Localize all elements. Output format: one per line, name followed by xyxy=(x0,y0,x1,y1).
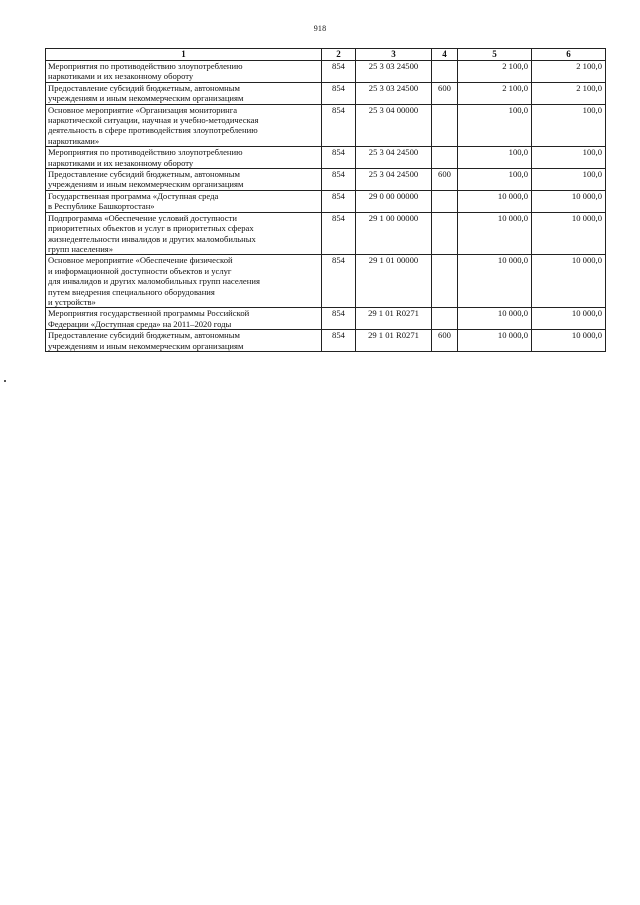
row-amount-2: 10 000,0 xyxy=(532,308,606,330)
table-body xyxy=(46,61,606,352)
row-name: Подпрограмма «Обеспечение условий доступности приоритетных объектов и услуг в приоритетных сферах жизнедеятельности инвалидов и других маломобильных групп населения» xyxy=(46,212,322,255)
table-row xyxy=(46,147,606,169)
row-target-code: 25 3 04 24500 xyxy=(356,169,432,191)
row-name: Предоставление субсидий бюджетным, автономным учреждениям и иным некоммерческим организациям xyxy=(46,330,322,352)
column-header-1: 1 xyxy=(46,49,322,61)
row-ministry-code: 854 xyxy=(322,169,356,191)
row-expense-type xyxy=(432,255,458,308)
table-row xyxy=(46,255,606,308)
row-amount-1: 100,0 xyxy=(458,147,532,169)
row-amount-1: 100,0 xyxy=(458,104,532,147)
row-amount-2: 10 000,0 xyxy=(532,330,606,352)
row-amount-1: 10 000,0 xyxy=(458,190,532,212)
row-expense-type xyxy=(432,104,458,147)
row-amount-2: 100,0 xyxy=(532,169,606,191)
table-row xyxy=(46,212,606,255)
row-expense-type: 600 xyxy=(432,330,458,352)
column-header-6: 6 xyxy=(532,49,606,61)
row-amount-2: 2 100,0 xyxy=(532,61,606,83)
row-name: Мероприятия по противодействию злоупотреблению наркотиками и их незаконному обороту xyxy=(46,147,322,169)
row-amount-2: 10 000,0 xyxy=(532,212,606,255)
row-target-code: 29 1 00 00000 xyxy=(356,212,432,255)
row-ministry-code: 854 xyxy=(322,308,356,330)
row-ministry-code: 854 xyxy=(322,104,356,147)
row-name: Мероприятия по противодействию злоупотреблению наркотиками и их незаконному обороту xyxy=(46,61,322,83)
row-amount-1: 10 000,0 xyxy=(458,308,532,330)
table-header xyxy=(46,49,606,61)
row-ministry-code: 854 xyxy=(322,330,356,352)
row-expense-type: 600 xyxy=(432,82,458,104)
row-target-code: 29 1 01 R0271 xyxy=(356,330,432,352)
row-target-code: 25 3 04 24500 xyxy=(356,147,432,169)
budget-table xyxy=(45,48,606,352)
row-ministry-code: 854 xyxy=(322,255,356,308)
row-name: Государственная программа «Доступная среда в Республике Башкортостан» xyxy=(46,190,322,212)
row-amount-2: 100,0 xyxy=(532,104,606,147)
row-target-code: 25 3 04 00000 xyxy=(356,104,432,147)
table-row xyxy=(46,82,606,104)
column-header-3: 3 xyxy=(356,49,432,61)
table-row xyxy=(46,169,606,191)
row-amount-1: 2 100,0 xyxy=(458,61,532,83)
row-target-code: 29 0 00 00000 xyxy=(356,190,432,212)
column-header-4: 4 xyxy=(432,49,458,61)
row-name: Основное мероприятие «Обеспечение физической и информационной доступности объектов и услуг для инвалидов и других маломобильных групп населения путем внедрения специального оборудования и устройств» xyxy=(46,255,322,308)
row-target-code: 29 1 01 00000 xyxy=(356,255,432,308)
table-row xyxy=(46,104,606,147)
table-row xyxy=(46,61,606,83)
row-ministry-code: 854 xyxy=(322,190,356,212)
page-number: 918 xyxy=(313,24,327,33)
header-row xyxy=(46,49,606,61)
row-amount-1: 10 000,0 xyxy=(458,330,532,352)
row-expense-type xyxy=(432,147,458,169)
row-target-code: 29 1 01 R0271 xyxy=(356,308,432,330)
row-ministry-code: 854 xyxy=(322,147,356,169)
table-row xyxy=(46,190,606,212)
row-ministry-code: 854 xyxy=(322,212,356,255)
row-expense-type xyxy=(432,308,458,330)
row-expense-type xyxy=(432,61,458,83)
column-header-5: 5 xyxy=(458,49,532,61)
table-row xyxy=(46,330,606,352)
row-expense-type xyxy=(432,190,458,212)
row-amount-2: 10 000,0 xyxy=(532,255,606,308)
row-name: Основное мероприятие «Организация мониторинга наркотической ситуации, научная и учебно-методическая деятельность в сфере противодействия злоупотреблению наркотиками» xyxy=(46,104,322,147)
row-amount-2: 100,0 xyxy=(532,147,606,169)
table-row xyxy=(46,308,606,330)
row-ministry-code: 854 xyxy=(322,82,356,104)
row-amount-1: 100,0 xyxy=(458,169,532,191)
row-name: Предоставление субсидий бюджетным, автономным учреждениям и иным некоммерческим организациям xyxy=(46,169,322,191)
scan-artifact xyxy=(4,380,6,382)
column-header-2: 2 xyxy=(322,49,356,61)
row-target-code: 25 3 03 24500 xyxy=(356,82,432,104)
row-amount-1: 10 000,0 xyxy=(458,212,532,255)
row-amount-2: 10 000,0 xyxy=(532,190,606,212)
row-amount-1: 2 100,0 xyxy=(458,82,532,104)
row-name: Предоставление субсидий бюджетным, автономным учреждениям и иным некоммерческим организациям xyxy=(46,82,322,104)
row-expense-type xyxy=(432,212,458,255)
row-name: Мероприятия государственной программы Российской Федерации «Доступная среда» на 2011–2020 годы xyxy=(46,308,322,330)
row-target-code: 25 3 03 24500 xyxy=(356,61,432,83)
row-expense-type: 600 xyxy=(432,169,458,191)
row-ministry-code: 854 xyxy=(322,61,356,83)
row-amount-1: 10 000,0 xyxy=(458,255,532,308)
row-amount-2: 2 100,0 xyxy=(532,82,606,104)
